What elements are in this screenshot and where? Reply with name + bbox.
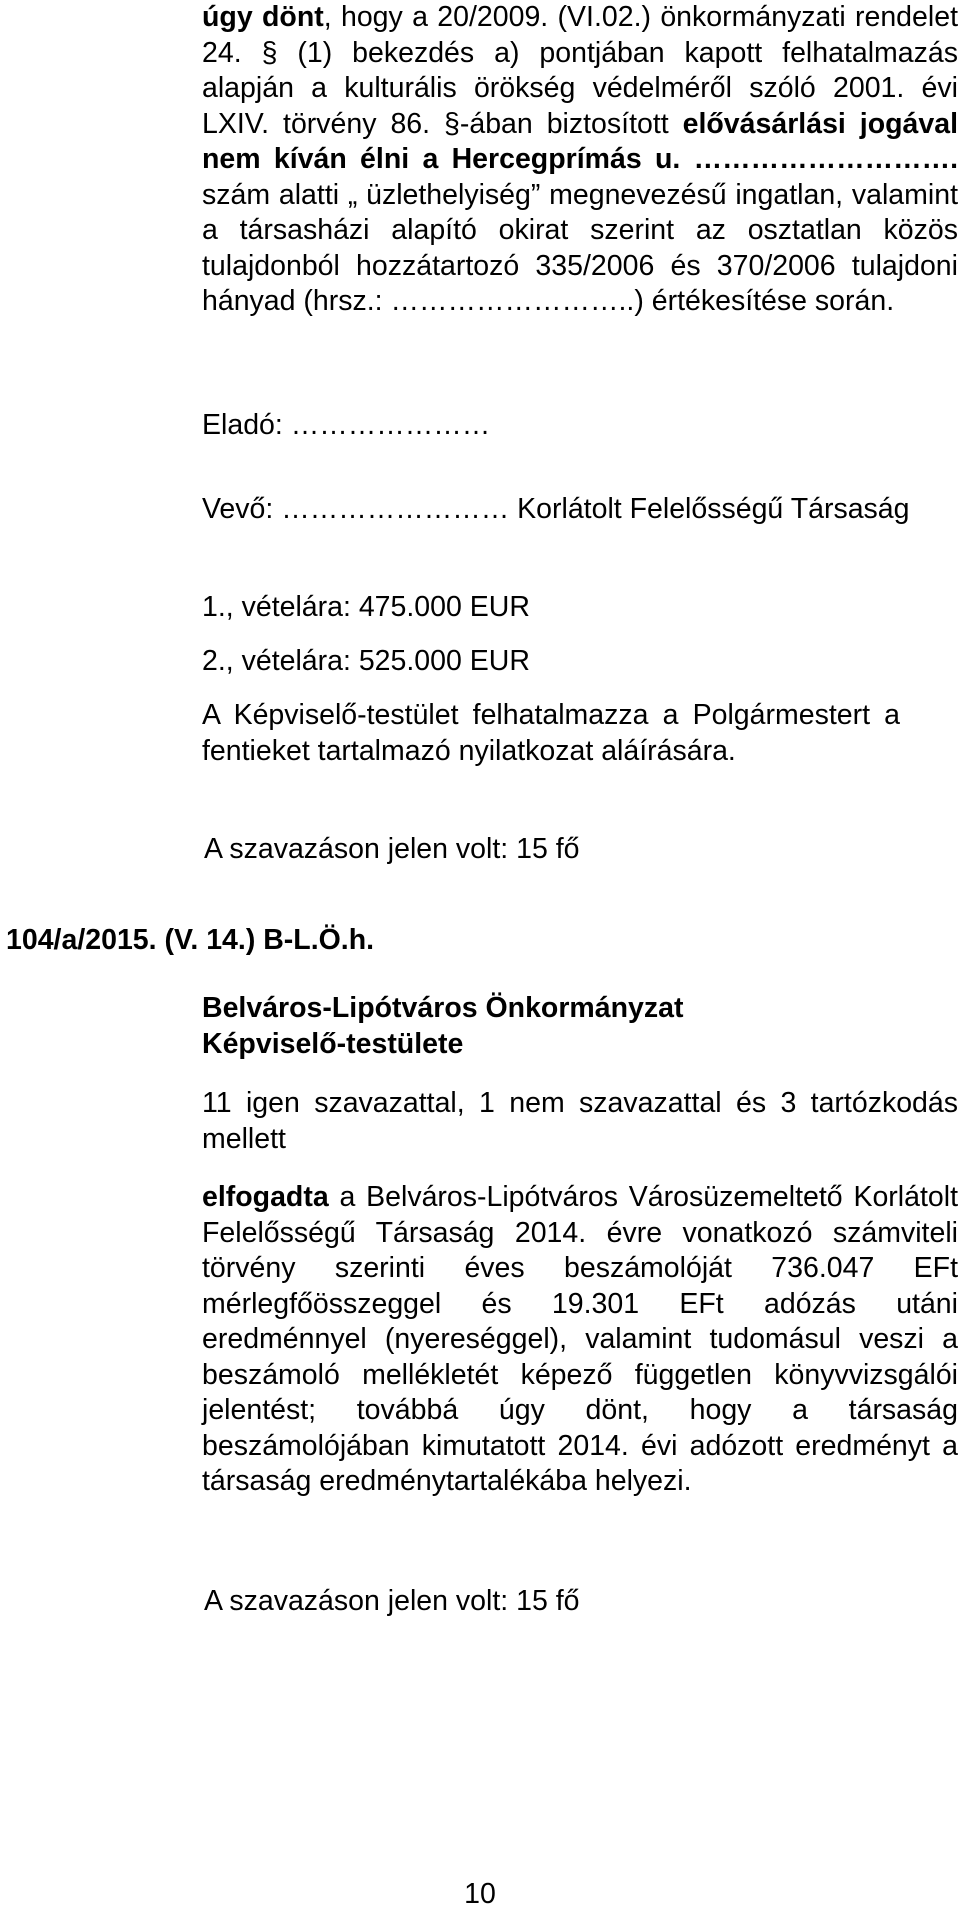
decision-keyword: úgy dönt xyxy=(202,1,324,33)
decision-paragraph xyxy=(202,0,958,320)
resolution-decision xyxy=(202,1180,958,1500)
seller-line: Eladó: ………………… xyxy=(202,409,491,441)
resolution-number: 104/a/2015. (V. 14.) B-L.Ö.h. xyxy=(6,924,375,956)
decision-keyword-accepted: elfogadta xyxy=(202,1181,329,1213)
decision-body: a Belváros-Lipótváros Városüzemeltető Korlátolt Felelősségű Társaság 2014. évre vonatkozó számviteli törvény szerinti éves beszámolóját 736.047 EFt mérlegfőösszeggel és 19.301 EFt adózás utáni eredménnyel (nyereséggel), valamint tudomásul veszi a beszámoló mellékletét képező független könyvvizsgálói jelentést; továbbá úgy dönt, hogy a társaság beszámolójában kimutatott 2014. évi adózott eredményt a társaság eredménytartalékába helyezi. xyxy=(202,1181,958,1497)
decision-text: , hogy a 20/2009. (VI.02.) önkormányzati rendelet 24. § (1) bekezdés a) pontjában kapott felhatalmazás alapján a kulturális örökség védelméről szóló 2001. évi LXIV. törvény 86. §-ában biztosított xyxy=(202,1,958,140)
page-number: 10 xyxy=(464,1878,496,1910)
vote-present-top: A szavazáson jelen volt: 15 fő xyxy=(204,833,580,865)
resolution-body-title: Belváros-Lipótváros Önkormányzat Képviselő-testülete xyxy=(202,992,684,1060)
vote-result: 11 igen szavazattal, 1 nem szavazattal és 3 tartózkodás mellett xyxy=(202,1087,958,1155)
vote-present-bottom: A szavazáson jelen volt: 15 fő xyxy=(204,1585,580,1617)
authorization-paragraph: A Képviselő-testület felhatalmazza a Polgármestert a fentieket tartalmazó nyilatkozat aláírására. xyxy=(202,699,900,767)
property-description: szám alatti „ üzlethelyiség” megnevezésű ingatlan, valamint a társasházi alapító okirat szerint az osztatlan közös tulajdonból hozzátartozó 335/2006 és 370/2006 tulajdoni hányad (hrsz.: ……………………..) értékesítése során. xyxy=(202,178,958,317)
price-option-2: 2., vételára: 525.000 EUR xyxy=(202,645,530,677)
preemption-statement: elővásárlási jogával nem kíván élni a Hercegprímás u. ………………………. xyxy=(202,107,958,175)
price-option-1: 1., vételára: 475.000 EUR xyxy=(202,591,530,623)
buyer-line: Vevő: …………………… Korlátolt Felelősségű Társaság xyxy=(202,493,910,525)
